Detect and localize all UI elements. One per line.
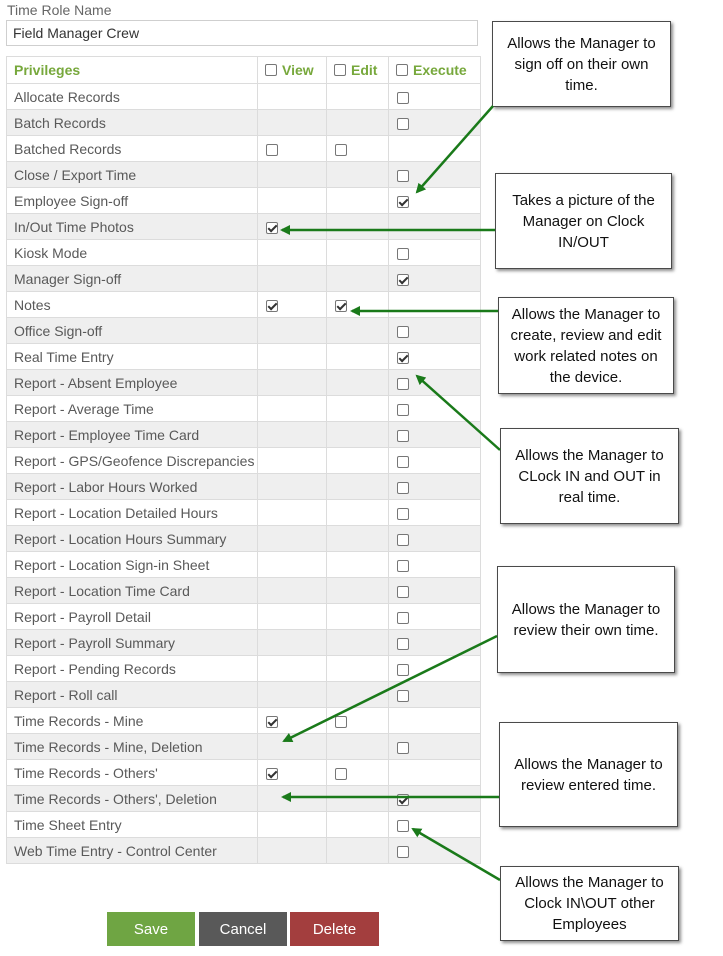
execute-cell — [389, 526, 481, 552]
execute-checkbox[interactable] — [397, 560, 409, 572]
execute-cell — [389, 448, 481, 474]
execute-cell — [389, 318, 481, 344]
execute-cell — [389, 136, 481, 162]
privilege-name: Office Sign-off — [7, 318, 258, 344]
execute-cell — [389, 552, 481, 578]
privilege-name: Web Time Entry - Control Center — [7, 838, 258, 864]
view-cell — [258, 292, 327, 318]
cancel-button[interactable]: Cancel — [199, 912, 287, 946]
edit-checkbox[interactable] — [335, 144, 347, 156]
view-cell — [258, 500, 327, 526]
privileges-table — [6, 56, 481, 864]
view-cell — [258, 682, 327, 708]
view-select-all-checkbox[interactable] — [265, 64, 277, 76]
view-cell — [258, 760, 327, 786]
callout-text: Allows the Manager to CLock IN and OUT in real time. — [515, 446, 664, 506]
privilege-name: Time Records - Others', Deletion — [7, 786, 258, 812]
execute-cell — [389, 838, 481, 864]
callout-photos — [495, 173, 672, 269]
view-cell — [258, 344, 327, 370]
table-row — [7, 396, 481, 422]
privilege-name: Real Time Entry — [7, 344, 258, 370]
execute-checkbox[interactable] — [397, 508, 409, 520]
execute-header — [389, 57, 481, 84]
view-cell — [258, 812, 327, 838]
privilege-name: Report - Employee Time Card — [7, 422, 258, 448]
view-cell — [258, 214, 327, 240]
edit-select-all-checkbox[interactable] — [334, 64, 346, 76]
view-cell — [258, 370, 327, 396]
view-cell — [258, 136, 327, 162]
privilege-name: Report - Payroll Detail — [7, 604, 258, 630]
callout-records-others — [499, 722, 678, 827]
table-row — [7, 578, 481, 604]
table-row — [7, 708, 481, 734]
save-button[interactable]: Save — [107, 912, 195, 946]
edit-cell — [327, 162, 389, 188]
execute-checkbox[interactable] — [397, 248, 409, 260]
view-cell — [258, 604, 327, 630]
execute-cell — [389, 344, 481, 370]
edit-cell — [327, 708, 389, 734]
table-row — [7, 682, 481, 708]
privilege-name: Batch Records — [7, 110, 258, 136]
table-row — [7, 266, 481, 292]
view-checkbox[interactable] — [266, 300, 278, 312]
table-row — [7, 552, 481, 578]
execute-checkbox[interactable] — [397, 378, 409, 390]
execute-checkbox[interactable] — [397, 794, 409, 806]
execute-checkbox[interactable] — [397, 92, 409, 104]
view-checkbox[interactable] — [266, 768, 278, 780]
view-cell — [258, 162, 327, 188]
execute-cell — [389, 396, 481, 422]
privilege-name: Report - Roll call — [7, 682, 258, 708]
view-cell — [258, 838, 327, 864]
table-row — [7, 656, 481, 682]
execute-cell — [389, 578, 481, 604]
edit-cell — [327, 344, 389, 370]
edit-cell — [327, 604, 389, 630]
view-cell — [258, 396, 327, 422]
execute-checkbox[interactable] — [397, 742, 409, 754]
table-row — [7, 838, 481, 864]
privilege-name: Report - Absent Employee — [7, 370, 258, 396]
edit-checkbox[interactable] — [335, 300, 347, 312]
table-row — [7, 604, 481, 630]
view-header-label: View — [282, 62, 314, 78]
edit-cell — [327, 110, 389, 136]
execute-cell — [389, 812, 481, 838]
execute-checkbox[interactable] — [397, 118, 409, 130]
privilege-name: Time Sheet Entry — [7, 812, 258, 838]
view-cell — [258, 318, 327, 344]
execute-checkbox[interactable] — [397, 430, 409, 442]
edit-cell — [327, 240, 389, 266]
execute-checkbox[interactable] — [397, 274, 409, 286]
execute-cell — [389, 188, 481, 214]
execute-cell — [389, 760, 481, 786]
edit-header-label: Edit — [351, 62, 378, 78]
execute-cell — [389, 630, 481, 656]
edit-cell — [327, 500, 389, 526]
edit-cell — [327, 812, 389, 838]
privilege-name: Time Records - Mine — [7, 708, 258, 734]
table-row — [7, 214, 481, 240]
view-cell — [258, 84, 327, 110]
view-cell — [258, 240, 327, 266]
view-cell — [258, 786, 327, 812]
privilege-name: Report - Location Sign-in Sheet — [7, 552, 258, 578]
privilege-name: Manager Sign-off — [7, 266, 258, 292]
execute-cell — [389, 422, 481, 448]
execute-select-all-checkbox[interactable] — [396, 64, 408, 76]
privilege-name: Report - Location Hours Summary — [7, 526, 258, 552]
privilege-name: Time Records - Others' — [7, 760, 258, 786]
edit-cell — [327, 552, 389, 578]
role-name-input[interactable] — [6, 20, 478, 46]
view-cell — [258, 552, 327, 578]
edit-cell — [327, 422, 389, 448]
execute-cell — [389, 292, 481, 318]
execute-cell — [389, 682, 481, 708]
table-row — [7, 422, 481, 448]
privilege-name: Report - Location Detailed Hours — [7, 500, 258, 526]
edit-cell — [327, 266, 389, 292]
privilege-name: Report - GPS/Geofence Discrepancies — [7, 448, 258, 474]
privileges-header: Privileges — [7, 57, 258, 84]
execute-cell — [389, 734, 481, 760]
execute-checkbox[interactable] — [397, 326, 409, 338]
privilege-name: Close / Export Time — [7, 162, 258, 188]
execute-checkbox[interactable] — [397, 664, 409, 676]
edit-cell — [327, 474, 389, 500]
execute-checkbox[interactable] — [397, 352, 409, 364]
edit-cell — [327, 136, 389, 162]
edit-cell — [327, 578, 389, 604]
edit-cell — [327, 84, 389, 110]
table-header-row — [7, 57, 481, 84]
execute-cell — [389, 266, 481, 292]
privilege-name: Report - Location Time Card — [7, 578, 258, 604]
view-checkbox[interactable] — [266, 222, 278, 234]
edit-cell — [327, 838, 389, 864]
callout-text: Allows the Manager to review entered time. — [514, 755, 663, 794]
table-row — [7, 474, 481, 500]
view-cell — [258, 708, 327, 734]
privilege-name: Employee Sign-off — [7, 188, 258, 214]
view-cell — [258, 630, 327, 656]
execute-checkbox[interactable] — [397, 690, 409, 702]
callout-text: Allows the Manager to Clock IN\OUT other Employees — [515, 874, 664, 933]
privilege-name: Report - Pending Records — [7, 656, 258, 682]
execute-checkbox[interactable] — [397, 404, 409, 416]
execute-checkbox[interactable] — [397, 638, 409, 650]
callout-notes — [498, 297, 674, 394]
execute-checkbox[interactable] — [397, 534, 409, 546]
table-row — [7, 760, 481, 786]
edit-cell — [327, 760, 389, 786]
edit-cell — [327, 396, 389, 422]
role-name-label: Time Role Name — [7, 2, 112, 18]
view-cell — [258, 474, 327, 500]
execute-cell — [389, 786, 481, 812]
edit-checkbox[interactable] — [335, 716, 347, 728]
edit-cell — [327, 786, 389, 812]
view-cell — [258, 110, 327, 136]
table-row — [7, 630, 481, 656]
execute-checkbox[interactable] — [397, 456, 409, 468]
callout-text: Allows the Manager to review their own time. — [511, 600, 661, 639]
edit-cell — [327, 448, 389, 474]
edit-checkbox[interactable] — [335, 768, 347, 780]
table-row — [7, 188, 481, 214]
delete-button[interactable]: Delete — [290, 912, 379, 946]
execute-cell — [389, 604, 481, 630]
view-checkbox[interactable] — [266, 144, 278, 156]
execute-checkbox[interactable] — [397, 820, 409, 832]
table-row — [7, 110, 481, 136]
execute-checkbox[interactable] — [397, 612, 409, 624]
edit-cell — [327, 734, 389, 760]
execute-cell — [389, 370, 481, 396]
callout-text: Allows the Manager to create, review and edit work related notes on the device. — [510, 305, 662, 386]
view-cell — [258, 578, 327, 604]
privilege-name: Batched Records — [7, 136, 258, 162]
table-row — [7, 812, 481, 838]
execute-checkbox[interactable] — [397, 196, 409, 208]
view-cell — [258, 734, 327, 760]
callout-employee-signoff — [492, 21, 671, 107]
view-cell — [258, 656, 327, 682]
edit-cell — [327, 682, 389, 708]
table-row — [7, 500, 481, 526]
execute-cell — [389, 240, 481, 266]
privilege-name: Notes — [7, 292, 258, 318]
table-row — [7, 136, 481, 162]
privilege-name: Report - Payroll Summary — [7, 630, 258, 656]
execute-cell — [389, 110, 481, 136]
edit-cell — [327, 526, 389, 552]
table-row — [7, 344, 481, 370]
edit-cell — [327, 292, 389, 318]
privilege-name: Allocate Records — [7, 84, 258, 110]
execute-cell — [389, 500, 481, 526]
edit-cell — [327, 630, 389, 656]
execute-checkbox[interactable] — [397, 170, 409, 182]
view-cell — [258, 266, 327, 292]
view-cell — [258, 526, 327, 552]
execute-cell — [389, 214, 481, 240]
edit-header — [327, 57, 389, 84]
edit-cell — [327, 370, 389, 396]
execute-cell — [389, 474, 481, 500]
edit-cell — [327, 188, 389, 214]
table-row — [7, 292, 481, 318]
execute-cell — [389, 162, 481, 188]
table-row — [7, 370, 481, 396]
table-row — [7, 318, 481, 344]
edit-cell — [327, 214, 389, 240]
edit-cell — [327, 318, 389, 344]
view-cell — [258, 422, 327, 448]
privilege-name: Time Records - Mine, Deletion — [7, 734, 258, 760]
table-row — [7, 448, 481, 474]
privilege-name: Report - Labor Hours Worked — [7, 474, 258, 500]
callout-records-mine — [497, 566, 675, 673]
callout-real-time-entry — [500, 428, 679, 524]
edit-cell — [327, 656, 389, 682]
execute-cell — [389, 656, 481, 682]
table-row — [7, 84, 481, 110]
execute-header-label: Execute — [413, 62, 467, 78]
table-row — [7, 240, 481, 266]
view-cell — [258, 448, 327, 474]
privilege-name: Kiosk Mode — [7, 240, 258, 266]
view-header — [258, 57, 327, 84]
callout-others-deletion — [500, 866, 679, 941]
table-row — [7, 526, 481, 552]
table-row — [7, 734, 481, 760]
execute-cell — [389, 84, 481, 110]
callout-text: Takes a picture of the Manager on Clock IN/OUT — [512, 191, 655, 251]
table-row — [7, 162, 481, 188]
table-row — [7, 786, 481, 812]
execute-checkbox[interactable] — [397, 846, 409, 858]
view-cell — [258, 188, 327, 214]
callout-text: Allows the Manager to sign off on their own time. — [507, 34, 656, 94]
privilege-name: Report - Average Time — [7, 396, 258, 422]
execute-cell — [389, 708, 481, 734]
privilege-name: In/Out Time Photos — [7, 214, 258, 240]
execute-checkbox[interactable] — [397, 586, 409, 598]
execute-checkbox[interactable] — [397, 482, 409, 494]
view-checkbox[interactable] — [266, 716, 278, 728]
